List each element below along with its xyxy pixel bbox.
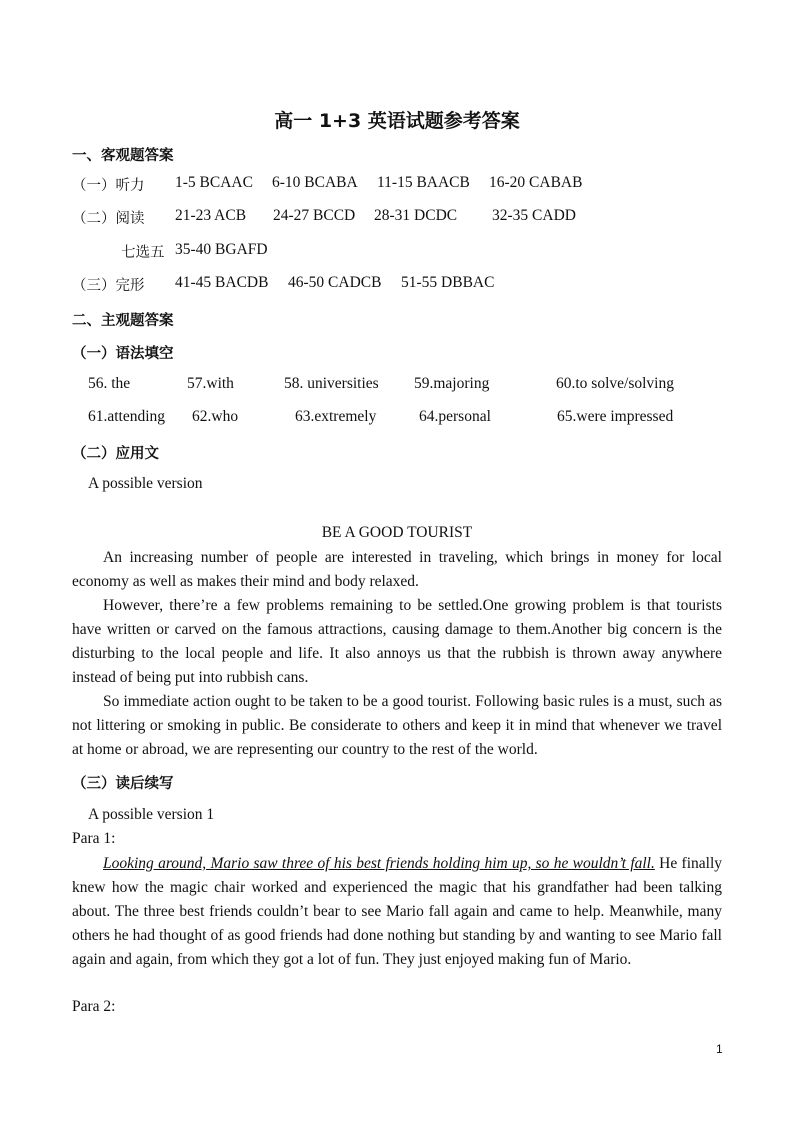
para1-body: He finally knew how the magic chair worked and experienced the magic that his grandfather had been talking about. The three best friends couldn’t bear to see Mario fall again and came to help. Meanwhile, many others he had thought of as good friends had done nothing but standing by and wanting to see Mario fall again and again, from which they got a lot of fun. They just enjoyed making fun of Mario. (72, 855, 722, 968)
subjective-answers-heading: 二、主观题答案 (72, 313, 174, 329)
seven-choose-five-label: 七选五 (121, 245, 165, 261)
reading-label: （二）阅读 (72, 211, 145, 227)
grammar-answer: 58. universities (284, 375, 379, 392)
answer-group: 32-35 CADD (492, 207, 576, 224)
answer-group: 41-45 BACDB (175, 274, 269, 291)
applied-version-label: A possible version (88, 475, 203, 492)
grammar-answer: 57.with (187, 375, 234, 392)
answer-group: 1-5 BCAAC (175, 174, 253, 191)
para1-given-sentence: Looking around, Mario saw three of his best friends holding him up, so he wouldn’t fall. (103, 855, 655, 872)
grammar-answer: 65.were impressed (557, 408, 674, 425)
grammar-answer: 61.attending (88, 408, 166, 425)
continuation-version-label: A possible version 1 (88, 806, 215, 823)
essay-paragraph-3: So immediate action ought to be taken to be a good tourist. Following basic rules is a must, such as not littering or smoking in public. Be considerate to others and keep it in mind that whenever we travel at home or abroad, we are representing our country to the rest of the world. (72, 693, 722, 758)
answer-group: 28-31 DCDC (374, 207, 458, 224)
cloze-label: （三）完形 (72, 278, 145, 294)
essay-title: BE A GOOD TOURIST (321, 524, 473, 541)
answer-group: 6-10 BCABA (272, 174, 358, 191)
grammar-answer: 62.who (192, 408, 239, 425)
grammar-fill-heading: （一）语法填空 (72, 346, 174, 362)
para2-label: Para 2: (72, 998, 116, 1015)
page-title: 高一 1+3 英语试题参考答案 (274, 110, 520, 132)
listening-label: （一）听力 (72, 178, 145, 194)
applied-writing-heading: （二）应用文 (72, 446, 159, 462)
answer-group: 51-55 DBBAC (401, 274, 495, 291)
objective-answers-heading: 一、客观题答案 (72, 148, 174, 164)
essay-paragraph-1: An increasing number of people are interested in traveling, which brings in money for local economy as well as makes their mind and body relaxed. (72, 549, 722, 590)
answer-group: 35-40 BGAFD (175, 241, 268, 258)
answer-group: 21-23 ACB (175, 207, 247, 224)
answer-group: 46-50 CADCB (288, 274, 382, 291)
para1-label: Para 1: (72, 830, 116, 847)
continuation-paragraph-1 (72, 852, 722, 972)
grammar-answer: 59.majoring (414, 375, 490, 392)
answer-group: 16-20 CABAB (489, 174, 583, 191)
page-number: 1 (716, 1042, 723, 1056)
grammar-answer: 64.personal (419, 408, 491, 425)
essay-paragraph-2: However, there’re a few problems remaining to be settled.One growing problem is that tourists have written or carved on the famous attractions, causing damage to them.Another big concern is the disturbing to the local people and life. It also annoys us that the rubbish is thrown away anywhere instead of being put into rubbish cans. (72, 597, 722, 686)
continuation-writing-heading: （三）读后续写 (72, 776, 174, 792)
answer-group: 24-27 BCCD (273, 207, 356, 224)
grammar-answer: 60.to solve/solving (556, 375, 674, 392)
grammar-answer: 63.extremely (295, 408, 377, 425)
grammar-answer: 56. the (88, 375, 131, 392)
answer-group: 11-15 BAACB (377, 174, 470, 191)
